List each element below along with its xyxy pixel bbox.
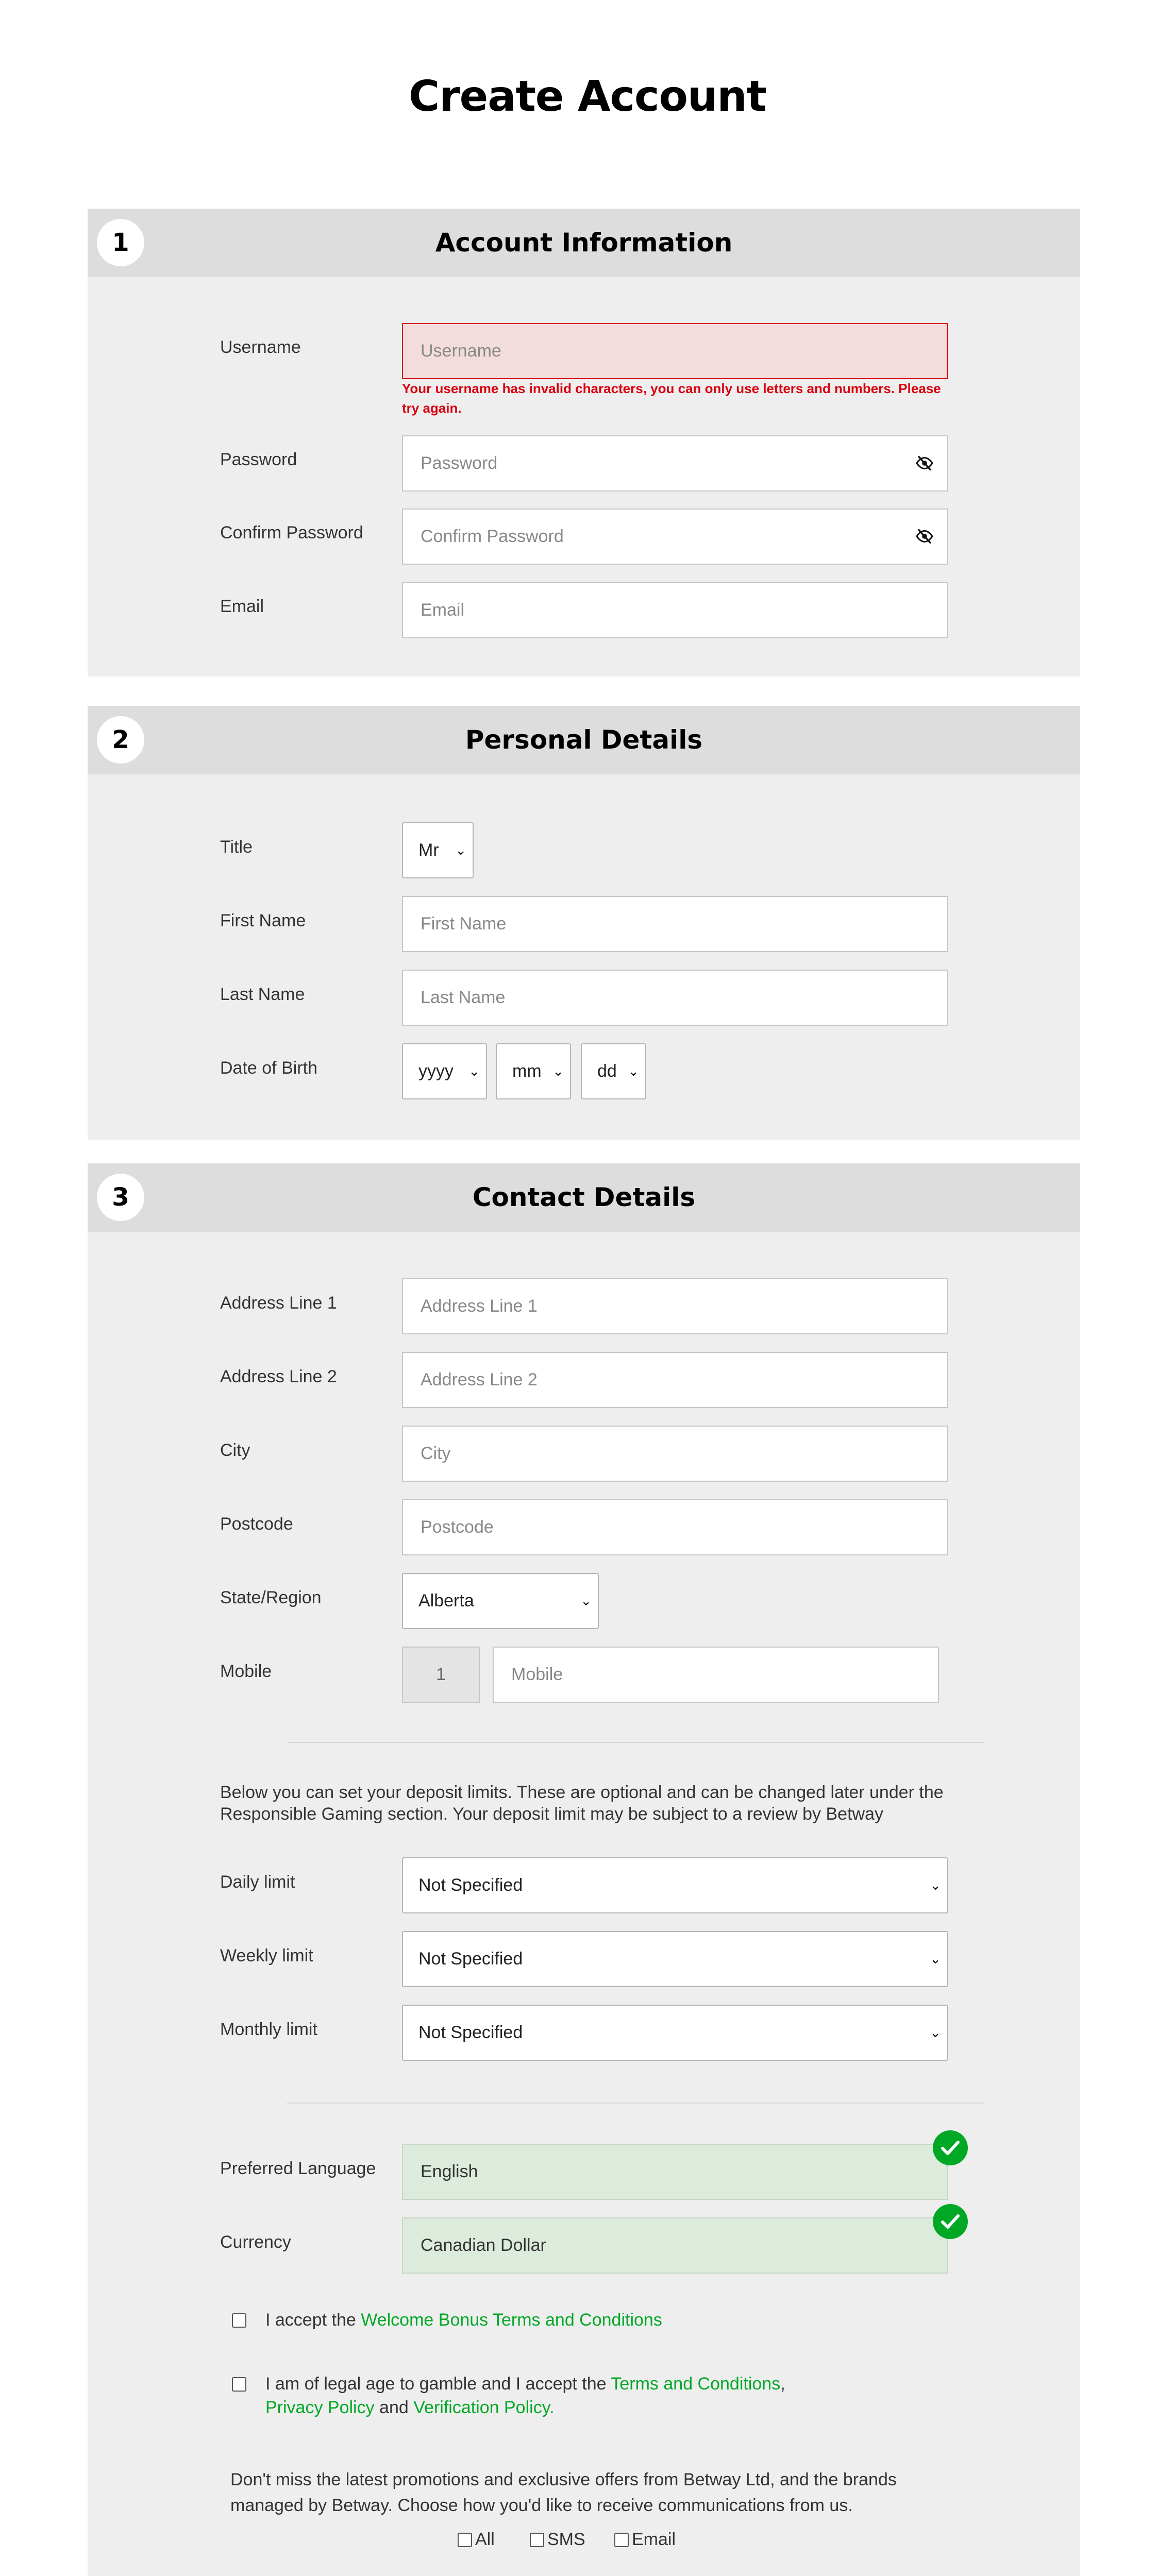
weekly-limit-value: Not Specified	[418, 1949, 523, 1969]
title-label: Title	[220, 837, 253, 857]
step-number: 2	[97, 716, 144, 764]
opt-sms-label: SMS	[547, 2530, 585, 2549]
monthly-limit-select[interactable]	[402, 2005, 948, 2061]
chevron-down-icon: ⌄	[930, 2025, 941, 2040]
username-error-message: Your username has invalid characters, you can only use letters and numbers. Please try again.	[402, 381, 941, 416]
state-region-label: State/Region	[220, 1588, 322, 1607]
personal-details-section	[88, 706, 1080, 1140]
chevron-down-icon: ⌄	[628, 1063, 639, 1079]
postcode-label: Postcode	[220, 1514, 293, 1534]
chevron-down-icon: ⌄	[930, 1877, 941, 1893]
address-line-2-input[interactable]: Address Line 2	[402, 1352, 948, 1408]
verification-policy-link[interactable]: Verification Policy	[413, 2398, 550, 2417]
divider	[287, 1742, 984, 1743]
email-input[interactable]: Email	[402, 582, 948, 638]
monthly-limit-value: Not Specified	[418, 2023, 523, 2042]
chevron-down-icon: ⌄	[455, 842, 466, 858]
legal-age-text	[265, 2372, 832, 2419]
section-header	[88, 1163, 1080, 1232]
chevron-down-icon: ⌄	[580, 1593, 592, 1608]
section-header	[88, 209, 1080, 277]
check-circle-icon	[933, 2204, 968, 2239]
deposit-limits-text: Below you can set your deposit limits. These are optional and can be changed later under the Responsible Gaming section. Your deposit limit may be subject to a review by Betway	[220, 1783, 944, 1824]
city-label: City	[220, 1440, 250, 1460]
last-name-label: Last Name	[220, 985, 305, 1004]
monthly-limit-label: Monthly limit	[220, 2020, 317, 2039]
title-value: Mr	[418, 840, 439, 860]
bonus-terms-checkbox[interactable]	[232, 2313, 246, 2328]
dob-day-select[interactable]	[581, 1043, 646, 1099]
mobile-label: Mobile	[220, 1662, 272, 1681]
comma-text: ,	[780, 2374, 785, 2394]
email-label: Email	[220, 597, 264, 616]
currency-label: Currency	[220, 2232, 291, 2252]
password-label: Password	[220, 450, 297, 469]
confirm-password-label: Confirm Password	[220, 523, 363, 543]
legal-age-prefix: I am of legal age to gamble and I accept the	[265, 2374, 611, 2394]
dob-month-value: mm	[512, 1061, 542, 1081]
weekly-limit-label: Weekly limit	[220, 1946, 313, 1965]
password-placeholder: Password	[421, 453, 498, 473]
account-information-section	[88, 209, 1080, 676]
opt-all-label: All	[475, 2530, 495, 2549]
chevron-down-icon: ⌄	[552, 1063, 564, 1079]
contact-details-section	[88, 1163, 1080, 2576]
postcode-input[interactable]: Postcode	[402, 1499, 948, 1555]
currency-field[interactable]: Canadian Dollar	[402, 2217, 948, 2274]
last-name-input[interactable]: Last Name	[402, 970, 948, 1026]
preferred-language-field[interactable]: English	[402, 2144, 948, 2200]
opt-email-label: Email	[632, 2530, 676, 2549]
eye-slash-icon[interactable]	[915, 454, 934, 472]
title-select[interactable]	[402, 822, 474, 878]
address-line-2-label: Address Line 2	[220, 1367, 337, 1386]
first-name-input[interactable]: First Name	[402, 896, 948, 952]
username-label: Username	[220, 337, 301, 357]
opt-sms-checkbox[interactable]	[530, 2533, 544, 2547]
divider	[287, 2103, 984, 2104]
dob-year-select[interactable]	[402, 1043, 487, 1099]
bonus-terms-prefix: I accept the	[265, 2310, 361, 2330]
promotions-text: Don't miss the latest promotions and exclusive offers from Betway Ltd, and the brands managed by Betway. Choose how you'd like to receive communications from us.	[230, 2470, 897, 2515]
city-input[interactable]: City	[402, 1426, 948, 1482]
first-name-label: First Name	[220, 911, 306, 930]
section-header	[88, 706, 1080, 774]
chevron-down-icon: ⌄	[930, 1951, 941, 1967]
daily-limit-value: Not Specified	[418, 1875, 523, 1895]
section-title: Contact Details	[472, 1182, 696, 1212]
step-number: 3	[97, 1174, 144, 1221]
section-title: Personal Details	[465, 725, 703, 755]
check-circle-icon	[933, 2130, 968, 2165]
page-title: Create Account	[409, 72, 766, 121]
section-title: Account Information	[435, 228, 733, 258]
state-region-value: Alberta	[418, 1591, 474, 1611]
opt-email-checkbox[interactable]	[614, 2533, 629, 2547]
confirm-password-input[interactable]	[402, 509, 948, 565]
bonus-terms-text	[265, 2308, 662, 2332]
address-line-1-input[interactable]: Address Line 1	[402, 1278, 948, 1334]
chevron-down-icon: ⌄	[468, 1063, 480, 1079]
username-input[interactable]: Username	[402, 323, 948, 379]
bonus-terms-link[interactable]: Welcome Bonus Terms and Conditions	[361, 2310, 662, 2330]
dob-year-value: yyyy	[418, 1061, 454, 1081]
daily-limit-select[interactable]	[402, 1857, 948, 1913]
dob-day-value: dd	[597, 1061, 617, 1081]
mobile-country-code: 1	[402, 1647, 480, 1703]
period-text: .	[549, 2398, 555, 2417]
daily-limit-label: Daily limit	[220, 1872, 295, 1892]
confirm-password-placeholder: Confirm Password	[421, 527, 564, 546]
opt-all-checkbox[interactable]	[458, 2533, 472, 2547]
and-text: and	[374, 2398, 414, 2417]
eye-slash-icon[interactable]	[915, 527, 934, 546]
terms-conditions-link[interactable]: Terms and Conditions	[611, 2374, 781, 2394]
legal-age-checkbox[interactable]	[232, 2377, 246, 2392]
dob-month-select[interactable]	[496, 1043, 571, 1099]
weekly-limit-select[interactable]	[402, 1931, 948, 1987]
step-number: 1	[97, 219, 144, 266]
password-input[interactable]	[402, 435, 948, 492]
mobile-input[interactable]: Mobile	[493, 1647, 939, 1703]
privacy-policy-link[interactable]: Privacy Policy	[265, 2398, 375, 2417]
preferred-language-label: Preferred Language	[220, 2159, 376, 2178]
state-region-select[interactable]	[402, 1573, 599, 1629]
address-line-1-label: Address Line 1	[220, 1293, 337, 1313]
dob-label: Date of Birth	[220, 1058, 317, 1078]
